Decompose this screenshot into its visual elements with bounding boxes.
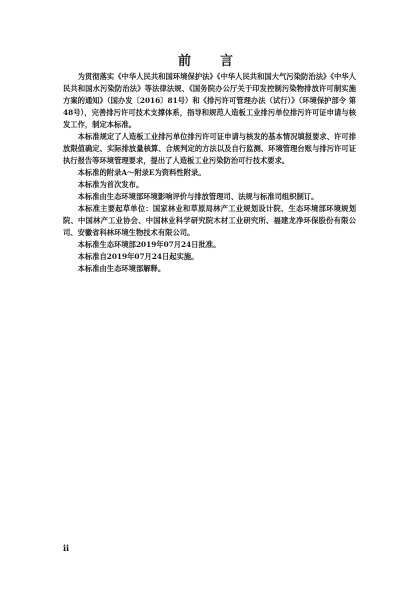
page-number: ii <box>63 543 70 553</box>
foreword-body <box>63 71 356 275</box>
paragraph-drafters: 本标准主要起草单位：国家林业和草原局林产工业规划设计院、生态环境部环境规划院、中国林产工业协会、中国林业科学研究院木材工业研究所、福建龙净环保股份有限公司、安徽省科林环境生物技术有限公司。 <box>63 204 356 237</box>
paragraph-scope: 本标准规定了人造板工业排污单位排污许可证申请与核发的基本情况填报要求、许可排放限值确定、实际排放量核算、合规判定的方法以及自行监测、环境管理台账与排污许可证执行报告等环境管理要求，提出了人造板工业污染防治可行技术要求。 <box>63 132 356 165</box>
paragraph-interpretation: 本标准由生态环境部解释。 <box>77 264 166 273</box>
paragraph-appendix: 本标准的附录A～附录E为资料性附录。 <box>77 168 206 177</box>
paragraph-first-release: 本标准为首次发布。 <box>77 180 144 189</box>
paragraph-approval: 本标准生态环境部2019年07月24日批准。 <box>77 240 221 249</box>
page-title: 前 言 <box>177 54 241 69</box>
paragraph-purpose: 为贯彻落实《中华人民共和国环境保护法》《中华人民共和国大气污染防治法》《中华人民共和国水污染防治法》等法律法规、《国务院办公厅关于印发控制污染物排放许可制实施方案的通知》（国办发〔2016〕81号）和《排污许可管理办法（试行）》（环境保护部令 第48号），完善排污许可技术支撑体系，指导和规范人造板工业排污单位排污许可证申请与核发工作，制定本标准。 <box>63 72 356 129</box>
paragraph-effective-date: 本标准自2019年07月24日起实施。 <box>77 252 199 261</box>
paragraph-organizer: 本标准由生态环境部环境影响评价与排放管理司、法规与标准司组织制订。 <box>77 192 319 201</box>
